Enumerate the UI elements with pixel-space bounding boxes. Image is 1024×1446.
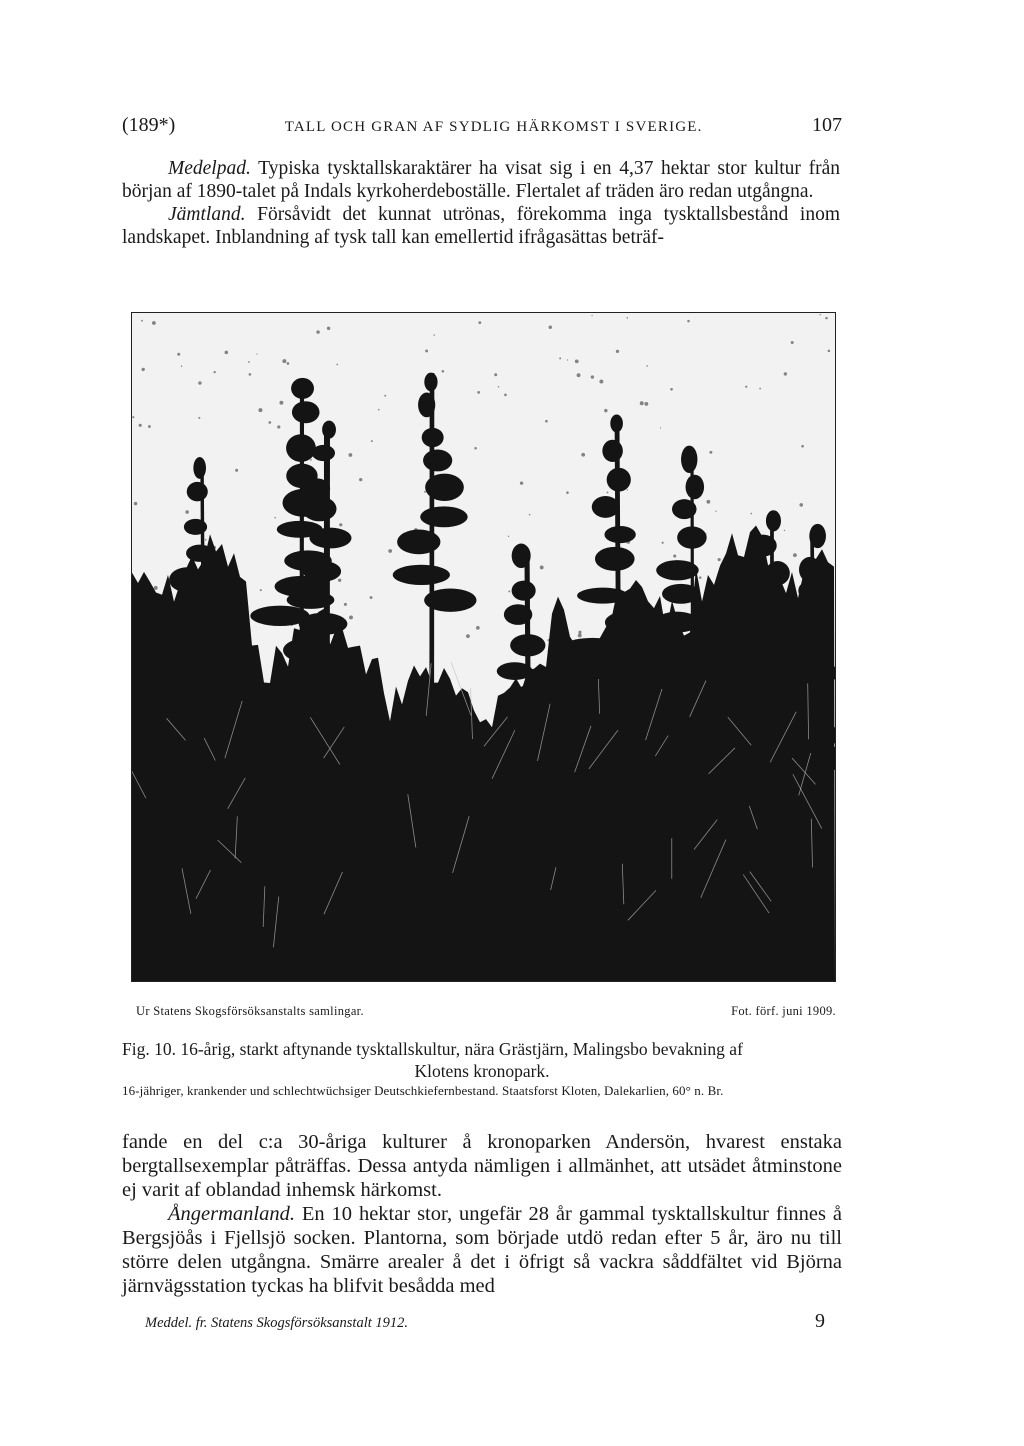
photo-grain: [607, 491, 609, 493]
photo-grain: [692, 450, 695, 453]
photo-foliage: [595, 547, 635, 571]
photo-grain: [297, 612, 298, 613]
photo-grain: [713, 636, 716, 639]
signature-mark: 9: [815, 1310, 825, 1332]
photo-foliage: [422, 428, 444, 447]
photo-grain: [282, 359, 286, 363]
photo-grain: [578, 631, 581, 634]
photo-grain: [260, 589, 262, 591]
photo-grain: [477, 391, 480, 394]
photo-foliage: [283, 638, 334, 663]
photo-foliage: [499, 717, 550, 734]
photo-foliage: [397, 530, 440, 555]
photo-foliage: [418, 393, 435, 418]
photo-source: Ur Statens Skogsförsöksanstalts samlingar.: [136, 1004, 364, 1018]
photo-grain: [644, 402, 648, 406]
photo-foliage: [510, 634, 545, 656]
photo-grain: [274, 517, 276, 519]
figure-caption-german: 16-jähriger, krankender und schlechtwüchsiger Deutschkiefernbestand. Staatsforst Kloten, Dalekarlien, 60° n. Br.: [122, 1083, 724, 1098]
photo-grain: [214, 371, 216, 373]
photo-grain: [154, 586, 158, 590]
photo-grain: [205, 539, 207, 541]
photo-foliage: [809, 524, 826, 548]
photo-grain: [728, 605, 731, 608]
photo-grain: [705, 533, 706, 534]
photo-grain: [277, 425, 280, 428]
photo-grain: [198, 417, 200, 419]
photo-grain: [627, 489, 628, 490]
photo-grain: [310, 469, 311, 470]
photo-foliage: [424, 373, 437, 392]
photo-grain: [547, 639, 549, 641]
photo-grain: [616, 350, 619, 353]
region-label-medelpad: Medelpad.: [168, 158, 251, 179]
photo-grain: [326, 530, 330, 534]
photo-foliage: [766, 510, 781, 531]
photo-foliage: [662, 584, 700, 604]
photo-grain: [709, 451, 712, 454]
photo-grain: [820, 314, 821, 315]
photo-foliage: [743, 588, 778, 609]
photo-grain: [567, 359, 568, 360]
photo-foliage: [604, 526, 635, 543]
photo-foliage: [512, 544, 531, 569]
photo-grain: [498, 386, 499, 387]
photo-grain: [371, 440, 373, 442]
photo-grain: [185, 510, 189, 514]
photo-grain: [778, 599, 782, 603]
photo-grain: [421, 576, 424, 579]
photo-grain: [198, 381, 201, 384]
photo-grain: [349, 616, 353, 620]
forest-photo-illustration: [132, 313, 835, 981]
photo-grain: [559, 357, 561, 359]
photo-foliage: [686, 475, 705, 499]
photo-foliage: [302, 478, 330, 499]
photo-grain: [442, 370, 445, 373]
photo-grain: [388, 549, 392, 553]
paragraph-angermanland-body: En 10 hektar stor, ungefär 28 år gammal tysktallskultur finnes å Bergsjöås i Fjellsjö socken. Plantorna, som började utdö redan efter 5 år, äro nu till större delen utgångna. Smärre arealer å det i öfrigt så vackra såddfältet vid Björna järnvägsstation tyckas ha blifvit besådda med: [122, 1203, 842, 1297]
photo-grain: [523, 581, 526, 584]
photo-grain: [662, 542, 664, 544]
photo-grain: [577, 373, 581, 377]
running-title: TALL OCH GRAN AF SYDLIG HÄRKOMST I SVERIGE.: [284, 119, 703, 135]
photo-foliage: [184, 519, 207, 535]
photo-foliage: [605, 610, 663, 635]
photo-grain: [213, 546, 216, 549]
photo-grain: [549, 326, 552, 329]
photo-grain: [632, 600, 634, 602]
photo-grain: [132, 416, 134, 418]
photo-grain: [591, 375, 594, 378]
paragraph-andersoen: fande en del c:a 30-åriga kulturer å kronoparken Andersön, hvarest enstaka bergtallsexemplar påträffas. Dessa antyda nämligen i allmänhet, att utsädet åtminstone ej varit af oblandad inhemsk härkomst.: [122, 1131, 842, 1201]
photo-grain: [494, 373, 497, 376]
photo-grain: [304, 435, 306, 437]
photo-foliage: [766, 561, 790, 585]
photo-grain: [134, 502, 137, 505]
paragraph-medelpad-body: Typiska tysktallskaraktärer ha visat sig i en 4,37 hektar stor kultur från början af 1890-talet på Indals kyrkoherdeboställe. Flertalet af träden äro redan utgångna.: [122, 158, 840, 202]
photo-grain: [768, 550, 770, 552]
photo-foliage: [303, 561, 341, 582]
photo-grain: [225, 351, 229, 355]
photo-foliage: [187, 482, 208, 502]
photo-grain: [152, 321, 156, 325]
paragraph-medelpad: [122, 157, 840, 203]
photo-foliage: [577, 588, 628, 604]
photo-foliage: [512, 581, 536, 601]
photo-foliage: [497, 662, 533, 680]
section-number: (189*): [122, 114, 176, 136]
photo-foliage: [168, 628, 216, 648]
photo-credit: Fot. förf. juni 1909.: [731, 1004, 836, 1018]
photo-grain: [529, 514, 531, 516]
photo-foliage: [286, 434, 316, 462]
photo-grain: [575, 359, 579, 363]
photo-foliage: [423, 449, 452, 471]
paragraph-jamtland-body: Försåvidt det kunnat utrönas, förekomma inga tysktallsbestånd inom landskapet. Inblandning af tysk tall kan emellertid ifrågasättas beträf-: [122, 204, 840, 248]
photo-grain: [146, 605, 147, 606]
photo-grain: [235, 469, 238, 472]
photo-grain: [508, 536, 509, 537]
photo-foliage: [655, 612, 700, 633]
photo-grain: [141, 320, 143, 322]
photo-grain: [540, 565, 544, 569]
photo-foliage: [750, 535, 777, 557]
photo-grain: [604, 409, 607, 412]
photo-foliage: [799, 557, 821, 582]
photo-foliage: [424, 588, 476, 611]
photo-grain: [414, 528, 418, 532]
photo-grain: [148, 425, 151, 428]
photo-foliage: [656, 560, 699, 580]
page-number: 107: [812, 114, 842, 136]
photo-grain: [691, 541, 692, 542]
photo-foliage: [309, 528, 351, 549]
photo-grain: [745, 386, 747, 388]
photo-foliage: [420, 506, 467, 527]
photo-foliage: [513, 683, 560, 710]
running-head: [122, 114, 842, 137]
photo-foliage: [504, 604, 532, 625]
photo-grain: [225, 594, 228, 597]
photo-grain: [466, 634, 470, 638]
photo-grain: [139, 424, 142, 427]
photo-grain: [640, 401, 644, 405]
photo-grain: [578, 633, 582, 637]
photo-grain: [478, 321, 481, 324]
photo-foliage: [796, 639, 828, 658]
photo-grain: [181, 366, 182, 367]
photo-grain: [336, 625, 339, 628]
photo-foliage: [783, 610, 817, 631]
photo-grain: [627, 317, 629, 319]
photo-grain: [593, 501, 596, 504]
photo-grain: [750, 558, 752, 560]
photo-grain: [670, 388, 673, 391]
photo-grain: [327, 327, 330, 330]
photo-grain: [678, 617, 680, 619]
photo-foliage: [798, 579, 829, 602]
photo-grain: [322, 507, 323, 508]
photo-grain: [338, 579, 341, 582]
region-label-jamtland: Jämtland.: [168, 204, 246, 225]
photo-grain: [425, 350, 428, 353]
photo-grain: [660, 427, 661, 428]
photo-grain: [316, 330, 319, 333]
photo-grain: [292, 386, 294, 388]
photo-foliage: [393, 565, 450, 585]
photo-grain: [706, 500, 710, 504]
photo-foliage: [602, 440, 623, 462]
photo-foliage: [425, 474, 464, 501]
photo-grain: [399, 571, 401, 573]
photo-grain: [799, 503, 803, 507]
photo-foliage: [154, 651, 210, 668]
photo-foliage: [753, 623, 785, 642]
photo-foliage: [662, 641, 717, 663]
paragraph-jamtland: [122, 203, 840, 249]
photo-foliage: [681, 446, 697, 473]
photo-foliage: [322, 421, 336, 439]
photo-grain: [190, 585, 191, 586]
footer: [145, 1300, 825, 1333]
photo-grain: [508, 590, 510, 592]
region-label-angermanland: Ångermanland.: [168, 1203, 295, 1225]
photo-grain: [793, 553, 797, 557]
figure-caption-line1: Fig. 10. 16-årig, starkt aftynande tysktallskultur, nära Grästjärn, Malingsbo bevakning af: [122, 1039, 743, 1059]
photo-grain: [344, 603, 347, 606]
photo-grain: [828, 350, 831, 353]
photo-grain: [581, 453, 585, 457]
photo-grain: [626, 540, 630, 544]
photo-foliage: [672, 499, 697, 519]
photo-grain: [801, 445, 804, 448]
photo-grain: [142, 368, 145, 371]
photo-grain: [566, 491, 569, 494]
forest-photograph: [131, 312, 836, 982]
photo-foliage: [186, 545, 213, 562]
photo-grain: [750, 513, 752, 515]
photo-foliage: [193, 457, 206, 479]
photo-grain: [599, 380, 603, 384]
photo-grain: [646, 365, 648, 367]
photo-grain: [384, 395, 386, 397]
photo-foliage: [312, 445, 335, 461]
photo-foliage: [592, 496, 620, 518]
photo-foliage: [746, 670, 793, 693]
photo-foliage: [562, 638, 623, 658]
photo-grain: [699, 576, 702, 579]
photo-grain: [434, 334, 435, 335]
photo-grain: [784, 530, 785, 531]
photo-grain: [378, 409, 380, 411]
photo-foliage: [169, 567, 205, 592]
figure-caption-line2: Klotens kronopark.: [414, 1061, 550, 1081]
photo-grain: [784, 372, 787, 375]
photo-grain: [349, 453, 353, 457]
photo-grain: [339, 523, 342, 526]
photo-grain: [248, 361, 250, 363]
photo-grain: [249, 373, 252, 376]
photo-grain: [474, 447, 477, 450]
photo-foliage: [287, 591, 335, 609]
photo-grain: [313, 597, 316, 600]
photo-grain: [767, 631, 768, 632]
photo-grain: [336, 364, 338, 366]
paragraph-angermanland: [122, 1202, 842, 1298]
photo-credits: [136, 1004, 836, 1019]
photo-foliage: [302, 496, 336, 521]
photo-grain: [325, 473, 327, 475]
photo-grain: [256, 353, 257, 354]
photo-grain: [745, 551, 748, 554]
photo-grain: [441, 437, 443, 439]
photo-grain: [520, 481, 523, 484]
photo-grain: [825, 317, 827, 319]
photo-foliage: [174, 594, 219, 621]
photo-grain: [591, 315, 592, 316]
photo-grain: [370, 596, 373, 599]
photo-grain: [258, 408, 262, 412]
photo-foliage: [759, 643, 800, 663]
photo-foliage: [610, 414, 623, 432]
photo-grain: [545, 420, 548, 423]
photo-grain: [305, 561, 306, 562]
photo-grain: [504, 394, 507, 397]
photo-grain: [718, 558, 721, 561]
photo-foliage: [154, 677, 208, 700]
photo-foliage: [292, 401, 320, 423]
photo-grain: [639, 614, 641, 616]
photo-grain: [173, 603, 176, 606]
photo-grain: [268, 421, 271, 424]
photo-grain: [287, 362, 290, 365]
photo-trunk: [617, 418, 620, 933]
top-text-block: [122, 157, 840, 249]
bottom-text-block: [122, 1130, 842, 1298]
photo-grain: [476, 626, 480, 630]
journal-reference: Meddel. fr. Statens Skogsförsöksanstalt 1912.: [145, 1315, 409, 1331]
photo-foliage: [677, 526, 706, 548]
photo-grain: [715, 511, 716, 512]
photo-grain: [177, 353, 180, 356]
photo-grain: [791, 341, 794, 344]
photo-foliage: [656, 673, 714, 698]
photo-grain: [291, 624, 293, 626]
photo-grain: [310, 459, 312, 461]
photo-foliage: [775, 691, 827, 716]
photo-foliage: [607, 468, 631, 492]
photo-foliage: [299, 613, 348, 635]
photo-grain: [359, 478, 362, 481]
photo-grain: [673, 554, 676, 557]
photo-grain: [759, 388, 761, 390]
figure-caption: [122, 1038, 842, 1082]
photo-foliage: [493, 764, 548, 792]
photo-grain: [687, 320, 690, 323]
photo-grain: [424, 491, 426, 493]
photo-grain: [279, 401, 283, 405]
